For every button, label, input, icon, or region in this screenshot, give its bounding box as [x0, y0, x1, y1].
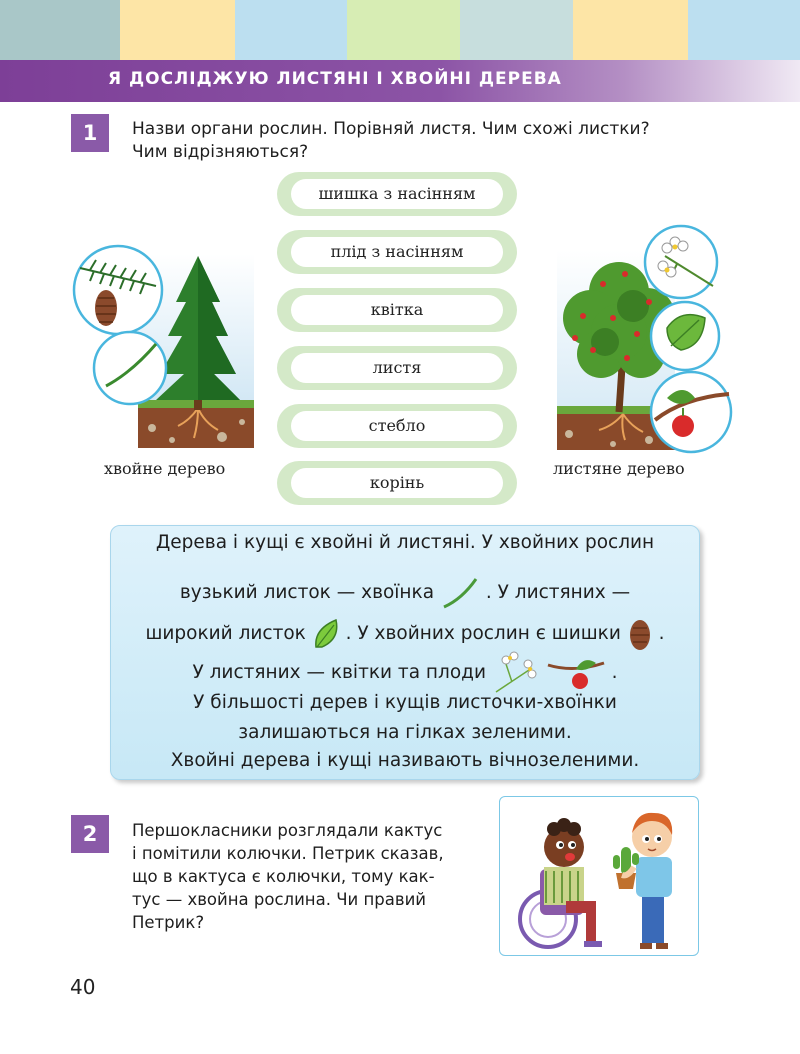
- info-text: .: [658, 623, 665, 644]
- info-text: У листяних — квітки та плоди: [192, 662, 486, 683]
- apple-branch-icon: [546, 653, 606, 693]
- color-strip-segment: [688, 0, 800, 60]
- task-2-text: [132, 819, 465, 934]
- needle-leaf-icon: [440, 575, 480, 611]
- info-line: [111, 616, 699, 652]
- info-box: [110, 525, 700, 780]
- color-strip-segment: [0, 0, 120, 60]
- task-number-badge: 1: [71, 114, 109, 152]
- info-text: . У хвойних рослин є шишки: [345, 623, 621, 644]
- label-text: листя: [291, 353, 503, 383]
- conifer-tree-illustration: [72, 232, 257, 452]
- info-text: вузький листок — хвоїнка: [179, 582, 435, 603]
- label-text: шишка з насінням: [291, 179, 503, 209]
- label-leaves: [277, 346, 517, 390]
- task-2-line: що в кактуса є колючки, тому как-: [132, 867, 435, 886]
- page-title: Я ДОСЛІДЖУЮ ЛИСТЯНІ І ХВОЙНІ ДЕРЕВА: [108, 69, 562, 89]
- info-text: широкий листок: [145, 623, 306, 644]
- info-text: . У листяних —: [485, 582, 631, 603]
- task-1-line: Назви органи рослин. Порівняй листя. Чим схожі листки?: [132, 119, 650, 139]
- info-line: [111, 650, 699, 696]
- task-2-line: і помітили колючки. Петрик сказав,: [132, 844, 444, 863]
- info-line: [111, 575, 699, 611]
- children-cactus-illustration: [499, 796, 699, 956]
- caption-deciduous-tree: листяне дерево: [553, 459, 685, 478]
- info-line: Дерева і кущі є хвойні й листяні. У хвойних рослин: [155, 532, 655, 553]
- label-root: [277, 461, 517, 505]
- label-stem: [277, 404, 517, 448]
- label-fruit-with-seeds: [277, 230, 517, 274]
- label-cone-with-seeds: [277, 172, 517, 216]
- label-flower: [277, 288, 517, 332]
- flowers-icon: [492, 650, 540, 696]
- color-strip-segment: [347, 0, 460, 60]
- children-with-cactus-drawing: [500, 797, 698, 955]
- color-strip-segment: [573, 0, 688, 60]
- info-text: .: [611, 662, 618, 683]
- deciduous-tree-illustration: [553, 222, 735, 454]
- task-1-line: Чим відрізняються?: [132, 142, 309, 162]
- label-text: стебло: [291, 411, 503, 441]
- label-text: квітка: [291, 295, 503, 325]
- task-2-line: Першокласники розглядали кактус: [132, 821, 443, 840]
- caption-conifer-tree: хвойне дерево: [104, 459, 226, 478]
- task-1-text: [132, 118, 698, 164]
- pine-cone-icon: [627, 616, 653, 652]
- label-text: корінь: [291, 468, 503, 498]
- label-text: плід з насінням: [291, 237, 503, 267]
- section-header: [0, 60, 800, 102]
- page-number: 40: [70, 975, 96, 999]
- color-strip-segment: [235, 0, 347, 60]
- color-strip-segment: [120, 0, 235, 60]
- task-number-badge: 2: [71, 815, 109, 853]
- task-2-line: Петрик?: [132, 913, 205, 932]
- broad-leaf-icon: [312, 617, 340, 651]
- task-2-line: тус — хвойна рослина. Чи правий: [132, 890, 427, 909]
- color-strip-segment: [460, 0, 573, 60]
- info-line: залишаються на гілках зеленими.: [238, 722, 572, 743]
- info-line: Хвойні дерева і кущі називають вічнозеленими.: [170, 750, 640, 771]
- info-line: У більшості дерев і кущів листочки-хвоїнки: [193, 692, 617, 713]
